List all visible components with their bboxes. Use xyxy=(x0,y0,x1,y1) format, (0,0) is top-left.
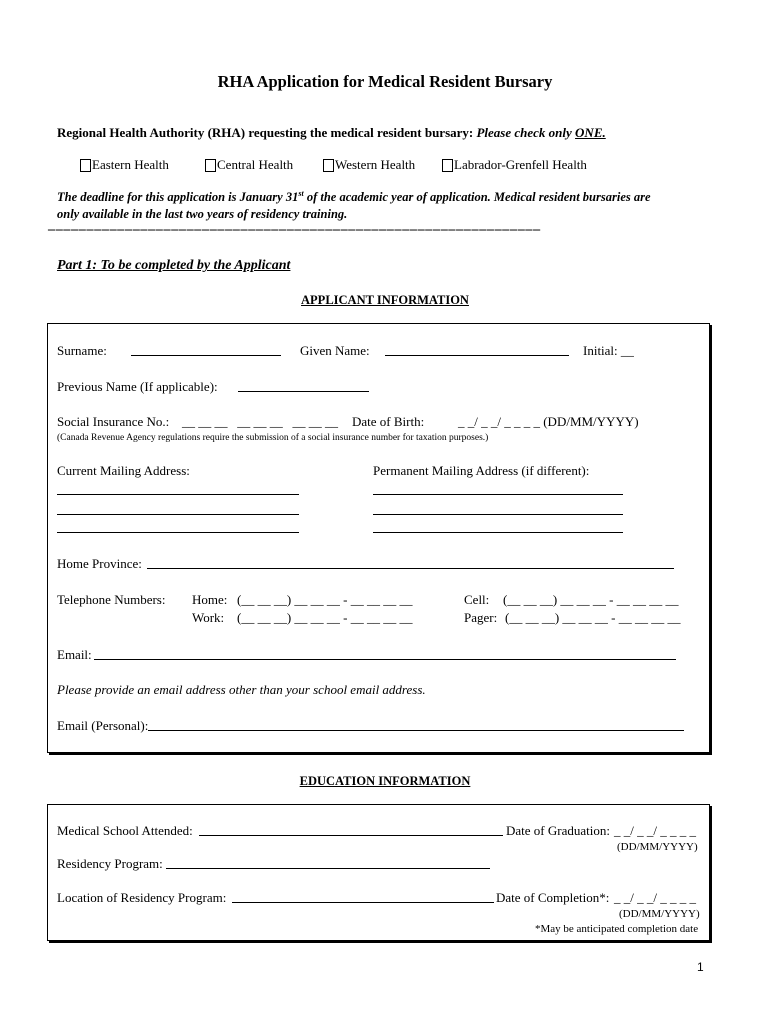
current-address-label: Current Mailing Address: xyxy=(57,463,190,478)
email-personal-label: Email (Personal): xyxy=(57,718,149,733)
work-phone-label: Work: xyxy=(192,610,225,625)
surname-label: Surname: xyxy=(57,343,107,358)
rha-option-central[interactable]: Central Health xyxy=(205,157,293,173)
page-title: RHA Application for Medical Resident Bursary xyxy=(217,72,553,91)
cell-phone-label: Cell: xyxy=(464,592,490,607)
graduation-date-field[interactable]: _ _/ _ _/ _ _ _ _ xyxy=(614,823,696,838)
rha-option-labrador-grenfell[interactable]: Labrador-Grenfell Health xyxy=(442,157,587,173)
completion-date-note: *May be anticipated completion date xyxy=(535,923,699,935)
pager-label: Pager: xyxy=(464,610,498,625)
education-info-heading: EDUCATION INFORMATION xyxy=(299,774,471,788)
cell-phone-field[interactable]: (__ __ __) __ __ __ - __ __ __ __ xyxy=(503,592,679,607)
rha-option-western[interactable]: Western Health xyxy=(323,157,415,173)
sin-note: (Canada Revenue Agency regulations require the submission of a social insurance number for taxation purposes.) xyxy=(57,433,489,443)
home-province-field[interactable] xyxy=(147,557,674,569)
part1-heading: Part 1: To be completed by the Applicant xyxy=(57,258,291,273)
rha-question xyxy=(57,125,606,141)
sin-label: Social Insurance No.: xyxy=(57,414,170,429)
email-note: Please provide an email address other than your school email address. xyxy=(57,682,426,697)
checkbox-icon[interactable] xyxy=(80,159,91,172)
page-number: 1 xyxy=(697,960,704,974)
email-field[interactable] xyxy=(94,648,676,660)
rha-option-eastern[interactable]: Eastern Health xyxy=(80,157,169,173)
home-phone-field[interactable]: (__ __ __) __ __ __ - __ __ __ __ xyxy=(237,592,413,607)
completion-date-field[interactable]: _ _/ _ _/ _ _ _ _ xyxy=(614,890,696,905)
residency-program-field[interactable] xyxy=(166,857,490,869)
current-address-line[interactable] xyxy=(57,521,299,533)
email-personal-field[interactable] xyxy=(148,719,684,731)
medical-school-field[interactable] xyxy=(199,824,503,836)
sin-field[interactable]: __ __ __ __ __ __ __ __ __ xyxy=(182,414,338,429)
email-label: Email: xyxy=(57,647,92,662)
graduation-date-format: (DD/MM/YYYY) xyxy=(617,841,698,853)
surname-field[interactable] xyxy=(131,344,281,356)
checkbox-icon[interactable] xyxy=(442,159,453,172)
completion-date-format: (DD/MM/YYYY) xyxy=(619,908,700,920)
applicant-info-heading: APPLICANT INFORMATION xyxy=(301,293,469,307)
dob-field[interactable]: _ _/ _ _/ _ _ _ _ (DD/MM/YYYY) xyxy=(458,414,639,429)
rha-instruction-emphasis: ONE. xyxy=(575,125,606,140)
current-address-line[interactable] xyxy=(57,503,299,515)
home-phone-label: Home: xyxy=(192,592,228,607)
initial-field[interactable]: Initial: __ xyxy=(583,343,634,358)
permanent-address-label: Permanent Mailing Address (if different): xyxy=(373,463,590,478)
permanent-address-line[interactable] xyxy=(373,503,623,515)
previous-name-label: Previous Name (If applicable): xyxy=(57,379,218,394)
residency-program-label: Residency Program: xyxy=(57,856,163,871)
deadline-notice: The deadline for this application is January 31st of the academic year of application. Medical resident bursaries are only available in the last two years of residency training. xyxy=(57,188,651,221)
completion-date-label: Date of Completion*: xyxy=(496,890,610,905)
telephone-label: Telephone Numbers: xyxy=(57,592,166,607)
home-province-label: Home Province: xyxy=(57,556,142,571)
residency-location-field[interactable] xyxy=(232,891,494,903)
work-phone-field[interactable]: (__ __ __) __ __ __ - __ __ __ __ xyxy=(237,610,413,625)
current-address-line[interactable] xyxy=(57,483,299,495)
dob-label: Date of Birth: xyxy=(352,414,425,429)
given-name-label: Given Name: xyxy=(300,343,370,358)
residency-location-label: Location of Residency Program: xyxy=(57,890,227,905)
checkbox-icon[interactable] xyxy=(205,159,216,172)
rha-instruction: Please check only ONE. xyxy=(476,125,606,140)
graduation-date-label: Date of Graduation: xyxy=(506,823,610,838)
rha-question-text: Regional Health Authority (RHA) requesting the medical resident bursary: xyxy=(57,125,474,140)
cut-line-separator: –––––––––––––––––––––––––––––––––––––––––––––––––––––––––––––––– xyxy=(48,222,541,237)
medical-school-label: Medical School Attended: xyxy=(57,823,193,838)
permanent-address-line[interactable] xyxy=(373,521,623,533)
previous-name-field[interactable] xyxy=(238,380,369,392)
given-name-field[interactable] xyxy=(385,344,569,356)
permanent-address-line[interactable] xyxy=(373,483,623,495)
pager-field[interactable]: (__ __ __) __ __ __ - __ __ __ __ xyxy=(505,610,681,625)
checkbox-icon[interactable] xyxy=(323,159,334,172)
